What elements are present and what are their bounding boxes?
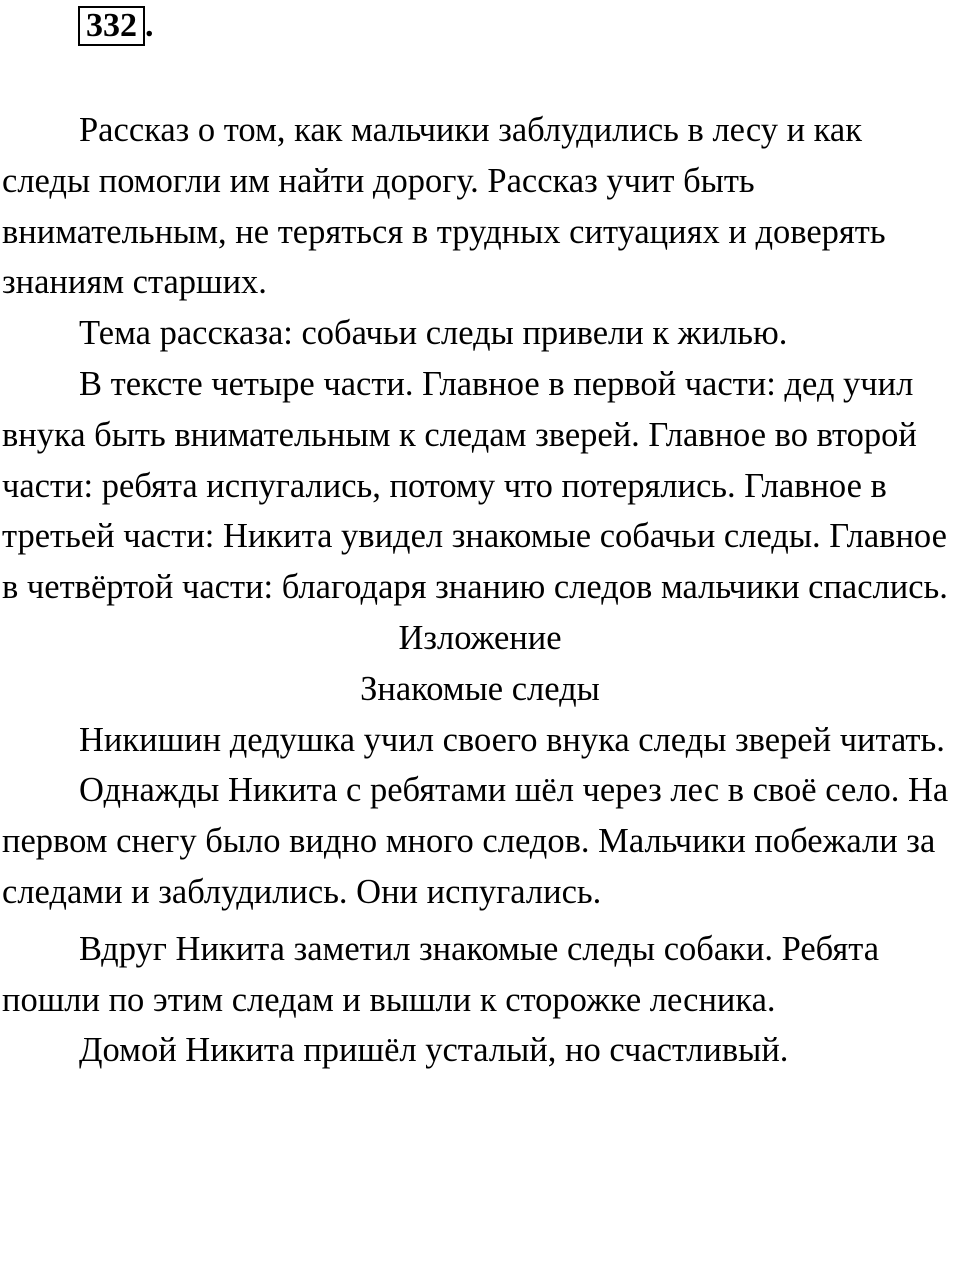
- document-body: [2, 105, 958, 1076]
- paragraph-parts: В тексте четыре части. Главное в первой части: дед учил внука быть внимательным к следам зверей. Главное во второй части: ребята испугались, потому что потерялись. Главное в третьей части: Никита увидел знакомые собачьи следы. Главное в четвёртой части: благодаря знанию следов мальчики спаслись.: [2, 364, 948, 607]
- story-paragraph: Никишин дедушка учил своего внука следы зверей читать.: [79, 720, 945, 759]
- section-heading: Изложение: [398, 618, 562, 657]
- paragraph-summary: Рассказ о том, как мальчики заблудились в лесу и как следы помогли им найти дорогу. Рассказ учит быть внимательным, не теряться в трудных ситуациях и доверять знаниям старших.: [2, 111, 886, 302]
- story-paragraph: Однажды Никита с ребятами шёл через лес в своё село. На первом снегу было видно много следов. Мальчики побежали за следами и заблудились. Они испугались.: [2, 771, 949, 911]
- exercise-number-box: 332: [78, 6, 145, 46]
- story-title: Знакомые следы: [360, 669, 600, 708]
- story-paragraph: Домой Никита пришёл усталый, но счастливый.: [79, 1031, 789, 1070]
- story-paragraph: Вдруг Никита заметил знакомые следы собаки. Ребята пошли по этим следам и вышли к сторожке лесника.: [2, 929, 880, 1019]
- exercise-number: [78, 6, 154, 46]
- exercise-number-dot: .: [145, 7, 154, 44]
- paragraph-theme: Тема рассказа: собачьи следы привели к жилью.: [79, 314, 788, 353]
